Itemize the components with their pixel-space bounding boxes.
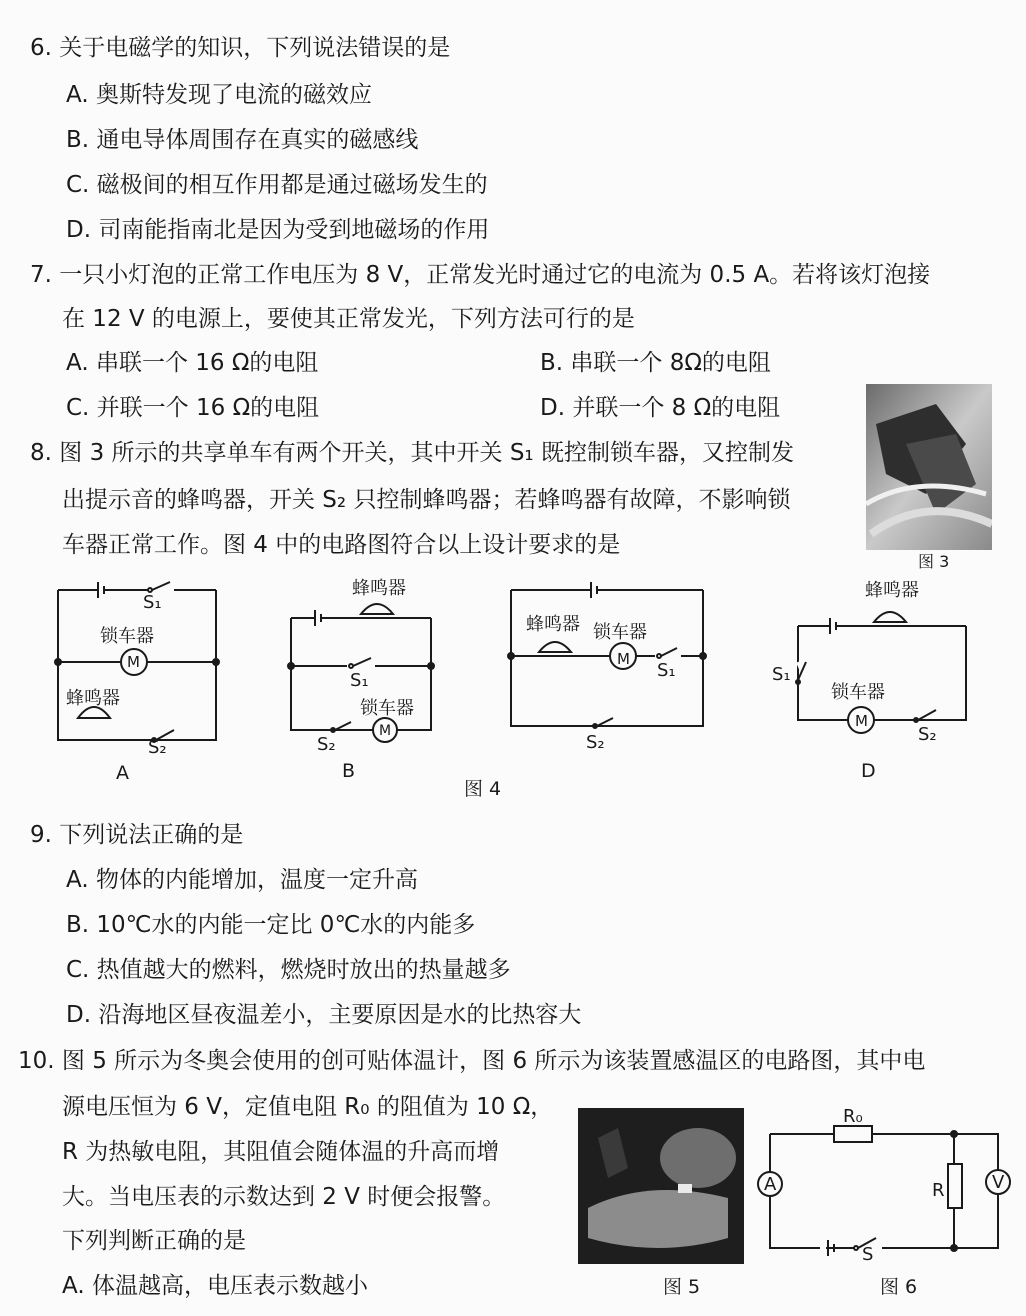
q6-option-c: C. 磁极间的相互作用都是通过磁场发生的 <box>66 172 488 198</box>
q6-option-a: A. 奥斯特发现了电流的磁效应 <box>66 82 372 108</box>
q6-stem: 6. 关于电磁学的知识，下列说法错误的是 <box>30 35 451 61</box>
circuit-a-s2-label: S₂ <box>148 737 167 758</box>
circuit-c-buzzer-label: 蜂鸣器 <box>526 614 580 635</box>
circuit-d-lock-label: 锁车器 <box>831 682 885 703</box>
circuit-b-motor-label: M <box>379 723 392 739</box>
figure-6-caption: 图 6 <box>880 1276 918 1298</box>
figure-5-caption: 图 5 <box>663 1276 701 1298</box>
circuit-c-diagram <box>505 578 715 738</box>
circuit-d-s2-label: S₂ <box>918 724 937 745</box>
q9-option-a: A. 物体的内能增加，温度一定升高 <box>66 867 418 893</box>
q7-stem-line2: 在 12 V 的电源上，要使其正常发光，下列方法可行的是 <box>62 306 635 332</box>
figure-6-ammeter-label: A <box>764 1174 777 1195</box>
circuit-a-motor-label: M <box>127 653 140 671</box>
circuit-b-s2-label: S₂ <box>317 734 336 755</box>
q10-stem-line5: 下列判断正确的是 <box>62 1228 246 1254</box>
circuit-b-buzzer-label: 蜂鸣器 <box>352 578 406 599</box>
q8-stem-line1: 8. 图 3 所示的共享单车有两个开关，其中开关 S₁ 既控制锁车器，又控制发 <box>30 440 794 466</box>
circuit-c-s1-label: S₁ <box>657 660 676 681</box>
q7-option-c: C. 并联一个 16 Ω的电阻 <box>66 395 320 421</box>
q8-stem-line3: 车器正常工作。图 4 中的电路图符合以上设计要求的是 <box>62 532 621 558</box>
circuit-a-buzzer-label: 蜂鸣器 <box>66 688 120 709</box>
q7-stem-line1: 7. 一只小灯泡的正常工作电压为 8 V，正常发光时通过它的电流为 0.5 A。若将该灯泡接 <box>30 262 931 288</box>
q6-option-b: B. 通电导体周围存在真实的磁感线 <box>66 127 419 153</box>
circuit-d-s1-label: S₁ <box>772 664 791 685</box>
circuit-a-lock-label: 锁车器 <box>100 626 154 647</box>
figure-4-caption: 图 4 <box>464 778 502 800</box>
circuit-d-diagram <box>790 610 980 730</box>
q9-option-b: B. 10℃水的内能一定比 0℃水的内能多 <box>66 912 476 938</box>
figure-5-thermometer-photo <box>578 1108 744 1264</box>
circuit-b-letter: B <box>342 760 356 782</box>
q9-option-d: D. 沿海地区昼夜温差小，主要原因是水的比热容大 <box>66 1002 582 1028</box>
figure-6-voltmeter-label: V <box>992 1172 1005 1193</box>
circuit-d-buzzer-label: 蜂鸣器 <box>865 580 919 601</box>
circuit-c-lock-label: 锁车器 <box>593 622 647 643</box>
circuit-a-diagram <box>50 578 230 748</box>
circuit-d-letter: D <box>861 760 876 782</box>
q10-stem-line1: 10. 图 5 所示为冬奥会使用的创可贴体温计，图 6 所示为该装置感温区的电路图，其中电 <box>18 1048 926 1074</box>
figure-6-r-label: R <box>932 1180 945 1201</box>
q6-option-d: D. 司南能指南北是因为受到地磁场的作用 <box>66 217 490 243</box>
q9-option-c: C. 热值越大的燃料，燃烧时放出的热量越多 <box>66 957 511 983</box>
q9-stem: 9. 下列说法正确的是 <box>30 822 244 848</box>
circuit-c-motor-label: M <box>617 650 630 668</box>
q7-option-b: B. 串联一个 8Ω的电阻 <box>540 350 771 376</box>
figure-6-circuit-diagram <box>760 1120 1010 1270</box>
circuit-b-lock-label: 锁车器 <box>360 698 414 719</box>
figure-3-bike-lock-photo <box>866 384 992 550</box>
q8-stem-line2: 出提示音的蜂鸣器，开关 S₂ 只控制蜂鸣器；若蜂鸣器有故障，不影响锁 <box>62 487 791 513</box>
q7-option-d: D. 并联一个 8 Ω的电阻 <box>540 395 781 421</box>
figure-6-switch-label: S <box>862 1244 874 1265</box>
q10-stem-line2: 源电压恒为 6 V，定值电阻 R₀ 的阻值为 10 Ω， <box>62 1094 554 1120</box>
figure-3-caption: 图 3 <box>918 552 950 571</box>
q10-stem-line3: R 为热敏电阻，其阻值会随体温的升高而增 <box>62 1139 500 1165</box>
circuit-a-letter: A <box>116 762 129 784</box>
circuit-c-s2-label: S₂ <box>586 732 605 753</box>
figure-6-r0-label: R₀ <box>843 1106 863 1127</box>
q10-option-a: A. 体温越高，电压表示数越小 <box>62 1273 368 1299</box>
circuit-d-motor-label: M <box>855 712 868 730</box>
q10-stem-line4: 大。当电压表的示数达到 2 V 时便会报警。 <box>62 1184 506 1210</box>
circuit-b-s1-label: S₁ <box>350 670 369 691</box>
circuit-a-s1-label: S₁ <box>143 592 162 613</box>
q7-option-a: A. 串联一个 16 Ω的电阻 <box>66 350 319 376</box>
